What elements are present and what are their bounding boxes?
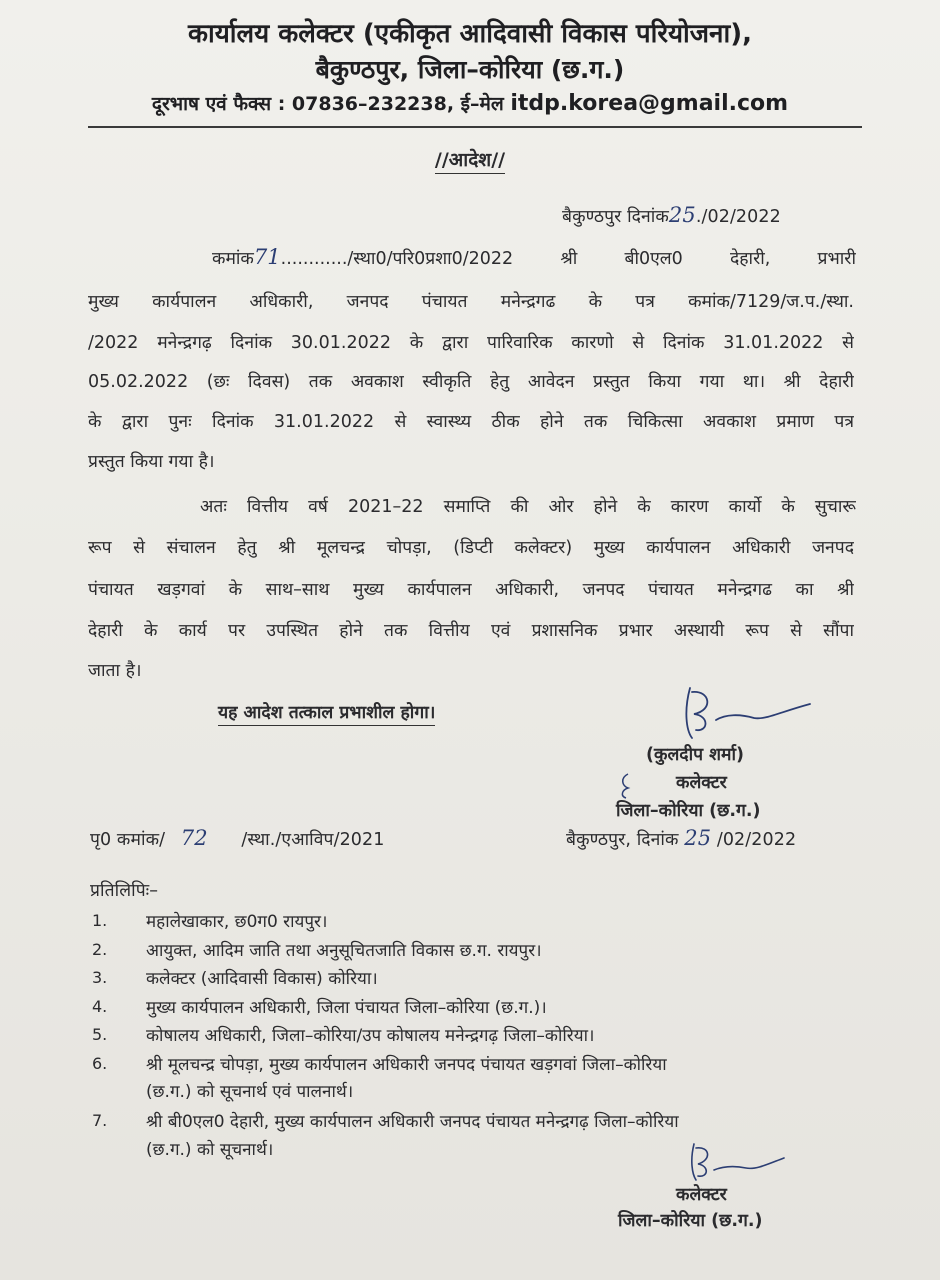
endorsement-ref-text: /स्था./एआविप/2021 — [241, 830, 385, 850]
effective-immediately-note — [218, 700, 435, 724]
footer-designation: कलेक्टर — [676, 1185, 727, 1205]
paragraph-line: प्रस्तुत किया गया है। — [88, 452, 215, 472]
endorsement-date-label: बैकुण्ठपुर, दिनांक — [566, 830, 679, 850]
signatory-name: (कुलदीप शर्मा) — [646, 745, 745, 765]
initial-mark — [616, 770, 636, 800]
signatory-designation: कलेक्टर — [676, 773, 727, 793]
paragraph-line: मुख्य कार्यपालन अधिकारी, जनपद पंचायत मनेन्द्रगढ के पत्र कमांक/7129/ज.प./स्था. — [88, 292, 854, 312]
handwritten-endorsement-number: 72 — [180, 826, 208, 850]
copy-recipient: महालेखाकार, छ0ग0 रायपुर। — [146, 912, 328, 932]
endorsement-date-rest: /02/2022 — [716, 830, 797, 850]
handwritten-ref-number: 71 — [253, 245, 281, 269]
footer-signature — [680, 1138, 790, 1188]
paragraph-line: 05.02.2022 (छः दिवस) तक अवकाश स्वीकृति हेतु आवेदन प्रस्तुत किया गया था। श्री देहारी — [88, 372, 854, 392]
footer-place: जिला–कोरिया (छ.ग.) — [618, 1211, 763, 1231]
dateline-rest: ./02/2022 — [695, 207, 781, 227]
paragraph-line: रूप से संचालन हेतु श्री मूलचन्द्र चोपड़ा, (डिप्टी कलेक्टर) मुख्य कार्यपालन अधिकारी जनपद — [88, 538, 854, 558]
paragraph-line: जाता है। — [88, 661, 142, 681]
copy-recipient: कलेक्टर (आदिवासी विकास) कोरिया। — [146, 969, 378, 989]
order-title-text: //आदेश// — [435, 149, 505, 174]
reference-prefix: कमांक — [212, 249, 254, 269]
endorsement-prefix: पृ0 कमांक/ — [90, 830, 166, 850]
endorsement-date — [566, 826, 796, 851]
copy-number: 3. — [92, 968, 108, 987]
copy-recipient-cont: (छ.ग.) को सूचनार्थ। — [146, 1140, 274, 1160]
dateline-label: बैकुण्ठपुर दिनांक — [562, 207, 669, 227]
copy-recipient: कोषालय अधिकारी, जिला–कोरिया/उप कोषालय मनेन्द्रगढ़ जिला–कोरिया। — [146, 1026, 595, 1046]
paragraph-line: देहारी के कार्य पर उपस्थित होने तक वित्तीय एवं प्रशासनिक प्रभार अस्थायी रूप से सौंपा — [88, 621, 854, 641]
contact-line — [60, 90, 880, 116]
signatory-place: जिला–कोरिया (छ.ग.) — [616, 801, 761, 821]
paragraph-line: /2022 मनेन्द्रगढ़ दिनांक 30.01.2022 के द्वारा पारिवारिक कारणो से दिनांक 31.01.2022 से — [88, 333, 854, 353]
copy-number: 4. — [92, 997, 108, 1016]
copy-number: 1. — [92, 911, 108, 930]
paragraph-line: पंचायत खड़गवां के साथ–साथ मुख्य कार्यपालन अधिकारी, जनपद पंचायत मनेन्द्रगढ का श्री — [88, 580, 854, 600]
paragraph-line: अतः वित्तीय वर्ष 2021–22 समाप्ति की ओर होने के कारण कार्यो के सुचारू — [200, 497, 856, 517]
order-title — [0, 146, 940, 172]
copy-number: 7. — [92, 1111, 108, 1130]
reference-line — [212, 245, 856, 269]
copy-recipient: श्री मूलचन्द्र चोपड़ा, मुख्य कार्यपालन अधिकारी जनपद पंचायत खड़गवां जिला–कोरिया — [146, 1055, 667, 1075]
handwritten-day: 25 — [668, 203, 696, 227]
copy-recipient: श्री बी0एल0 देहारी, मुख्य कार्यपालन अधिकारी जनपद पंचायत मनेन्द्रगढ़ जिला–कोरिया — [146, 1112, 679, 1132]
collector-signature — [670, 680, 830, 750]
header-divider — [88, 126, 862, 128]
copy-recipient-cont: (छ.ग.) को सूचनार्थ एवं पालनार्थ। — [146, 1082, 354, 1102]
contact-label: दूरभाष एवं फैक्स : 07836–232238, ई–मेल — [151, 93, 504, 115]
paragraph-line: के द्वारा पुनः दिनांक 31.01.2022 से स्वास्थ्य ठीक होने तक चिकित्सा अवकाश प्रमाण पत्र — [88, 412, 854, 432]
office-address: बैकुण्ठपुर, जिला–कोरिया (छ.ग.) — [315, 55, 625, 84]
copy-recipient: मुख्य कार्यपालन अधिकारी, जिला पंचायत जिला–कोरिया (छ.ग.)। — [146, 998, 547, 1018]
reference-rest: ............/स्था0/परि0प्रशा0/2022 श्री बी0एल0 देहारी, प्रभारी — [280, 249, 856, 269]
dateline — [562, 203, 781, 228]
endorsement-ref — [90, 826, 385, 851]
copy-number: 6. — [92, 1054, 108, 1073]
email-address: itdp.korea@gmail.com — [510, 91, 789, 116]
copy-number: 5. — [92, 1025, 108, 1044]
copies-heading: प्रतिलिपिः– — [90, 881, 159, 901]
handwritten-endorsement-day: 25 — [684, 826, 712, 850]
copy-recipient: आयुक्त, आदिम जाति तथा अनुसूचितजाति विकास छ.ग. रायपुर। — [146, 941, 542, 961]
copy-number: 2. — [92, 940, 108, 959]
office-name: कार्यालय कलेक्टर (एकीकृत आदिवासी विकास परियोजना), — [188, 19, 752, 49]
effect-text: यह आदेश तत्काल प्रभाशील होगा। — [218, 703, 435, 726]
